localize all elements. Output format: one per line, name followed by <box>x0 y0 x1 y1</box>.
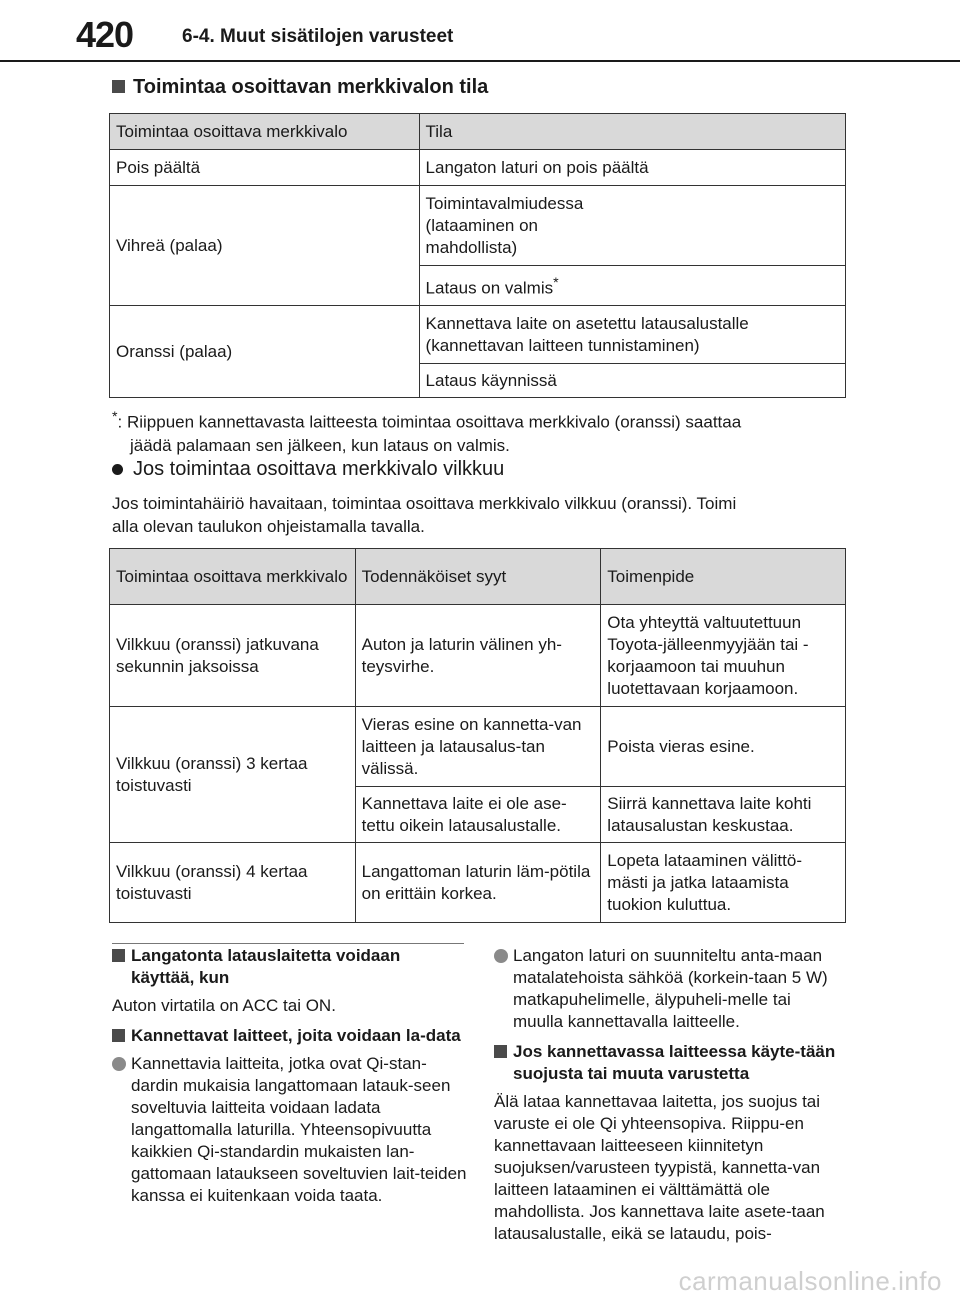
table-cell: Vilkkuu (oranssi) jatkuvana sekunnin jaksoissa <box>110 605 356 707</box>
table-cell: Ota yhteyttä valtuutettuun Toyota-jälleenmyyjään tai -korjaamoon tai muuhun luotettavaan korjaamoon. <box>601 605 846 707</box>
page-number: 420 <box>76 14 134 55</box>
table-header-cell: Todennäköiset syyt <box>355 549 601 605</box>
table-cell: Oranssi (palaa) <box>110 306 420 398</box>
table-cell: Lopeta lataaminen välittö-mästi ja jatka lataamista tuokion kuluttua. <box>601 843 846 923</box>
cell-text: Lataus on valmis <box>425 278 554 298</box>
heading-indicator-status <box>112 76 488 99</box>
square-bullet-icon <box>112 80 125 93</box>
table-cell: Pois päältä <box>110 150 420 186</box>
blinking-indicator-table <box>109 548 846 923</box>
body-text: Älä lataa kannettavaa laitetta, jos suojus tai varuste ei ole Qi yhteensopiva. Riippu-en kannettavaan laitteeseen kiinnitetyn suojuksen/varusteen tyypistä, kannetta-van laitteen lataaminen ei välttämättä ole mahdollista. Jos kannettava laite asete-taan latausalustalle, eikä se lataudu, pois- <box>494 1092 825 1243</box>
cell-line: mahdollista) <box>425 237 518 257</box>
table-cell: Vieras esine on kannetta-van laitteen ja latausalus-tan välissä. <box>355 707 601 787</box>
intro-paragraph <box>112 492 842 538</box>
section-title: 6-4. Muut sisätilojen varusteet <box>182 26 454 47</box>
bullet-heading-text: Jos toimintaa osoittava merkkivalo vilkkuu <box>133 458 505 480</box>
watermark: carmanualsonline.info <box>678 1266 942 1296</box>
right-column <box>494 945 839 1253</box>
table-header-cell: Toimenpide <box>601 549 846 605</box>
table-cell: Kannettava laite ei ole ase-tettu oikein latausalustalle. <box>355 787 601 843</box>
page-header <box>0 0 960 62</box>
table-cell: Auton ja laturin välinen yh-teysvirhe. <box>355 605 601 707</box>
footnote-mark: * <box>112 409 118 425</box>
footnote <box>112 406 842 457</box>
table-cell <box>419 306 845 364</box>
table-cell <box>419 266 845 306</box>
body-text: Auton virtatila on ACC tai ON. <box>112 996 336 1015</box>
square-bullet-icon <box>112 949 125 962</box>
cell-line: (lataaminen on <box>425 215 538 235</box>
table-header-cell: Toimintaa osoittava merkkivalo <box>110 114 420 150</box>
table-cell: Langaton laturi on pois päältä <box>419 150 845 186</box>
footnote-mark: * <box>553 274 559 291</box>
footnote-line: jäädä palamaan sen jälkeen, kun lataus on valmis. <box>130 435 510 455</box>
paragraph-line: Jos toimintahäiriö havaitaan, toimintaa osoittava merkkivalo vilkkuu (oranssi). Toimi <box>112 494 737 513</box>
table-cell: Vilkkuu (oranssi) 3 kertaa toistuvasti <box>110 707 356 843</box>
cell-line: Toimintavalmiudessa <box>425 193 584 213</box>
paragraph-line: alla olevan taulukon ohjeistamalla tavalla. <box>112 517 425 536</box>
cell-line: (kannettavan laitteen tunnistaminen) <box>425 335 700 355</box>
gray-bullet-icon <box>112 1057 126 1071</box>
subheading <box>494 1041 839 1085</box>
subheading <box>112 945 467 989</box>
column-divider <box>112 943 464 944</box>
table-cell: Langattoman laturin läm-pötila on erittäin korkea. <box>355 843 601 923</box>
square-bullet-icon <box>112 1029 125 1042</box>
subheading-text: Kannettavat laitteet, joita voidaan la-data <box>131 1026 461 1045</box>
list-item <box>112 1053 467 1207</box>
heading-text: Toimintaa osoittavan merkkivalon tila <box>133 76 489 98</box>
table-cell: Vihreä (palaa) <box>110 186 420 306</box>
indicator-status-table <box>109 113 846 398</box>
cell-line: Kannettava laite on asetettu latausalustalle <box>425 313 749 333</box>
footnote-line: : Riippuen kannettavasta laitteesta toimintaa osoittava merkkivalo (oranssi) saattaa <box>117 412 742 432</box>
subheading-text: Jos kannettavassa laitteessa käyte-tään suojusta tai muuta varustetta <box>513 1042 836 1083</box>
round-bullet-icon <box>112 464 123 475</box>
table-header-cell: Toimintaa osoittava merkkivalo <box>110 549 356 605</box>
list-item-text: Kannettavia laitteita, jotka ovat Qi-stan-dardin mukaisia langattomaan latauk-seen soveltuvia laitteita voidaan ladata langattomalla laturilla. Yhteensopivuutta kaikkien Qi-standardin mukaisten lan-gattomaan lataukseen soveltuvien lait-teiden kanssa ei kuitenkaan voida taata. <box>131 1054 467 1205</box>
bullet-heading <box>112 458 504 481</box>
table-header-cell: Tila <box>419 114 845 150</box>
table-cell: Poista vieras esine. <box>601 707 846 787</box>
table-cell: Lataus käynnissä <box>419 364 845 398</box>
subheading <box>112 1025 467 1047</box>
list-item-text: Langaton laturi on suunniteltu anta-maan matalatehoista sähköä (korkein-taan 5 W) matkapuhelimelle, älypuheli-melle tai muulla kannettavalla laitteelle. <box>513 946 828 1031</box>
table-cell <box>419 186 845 266</box>
list-item <box>494 945 839 1033</box>
square-bullet-icon <box>494 1045 507 1058</box>
gray-bullet-icon <box>494 949 508 963</box>
table-cell: Siirrä kannettava laite kohti latausalustan keskustaa. <box>601 787 846 843</box>
table-cell: Vilkkuu (oranssi) 4 kertaa toistuvasti <box>110 843 356 923</box>
subheading-text: Langatonta latauslaitetta voidaan käyttää, kun <box>131 946 401 987</box>
header-rule <box>0 60 960 62</box>
left-column <box>112 945 467 1215</box>
